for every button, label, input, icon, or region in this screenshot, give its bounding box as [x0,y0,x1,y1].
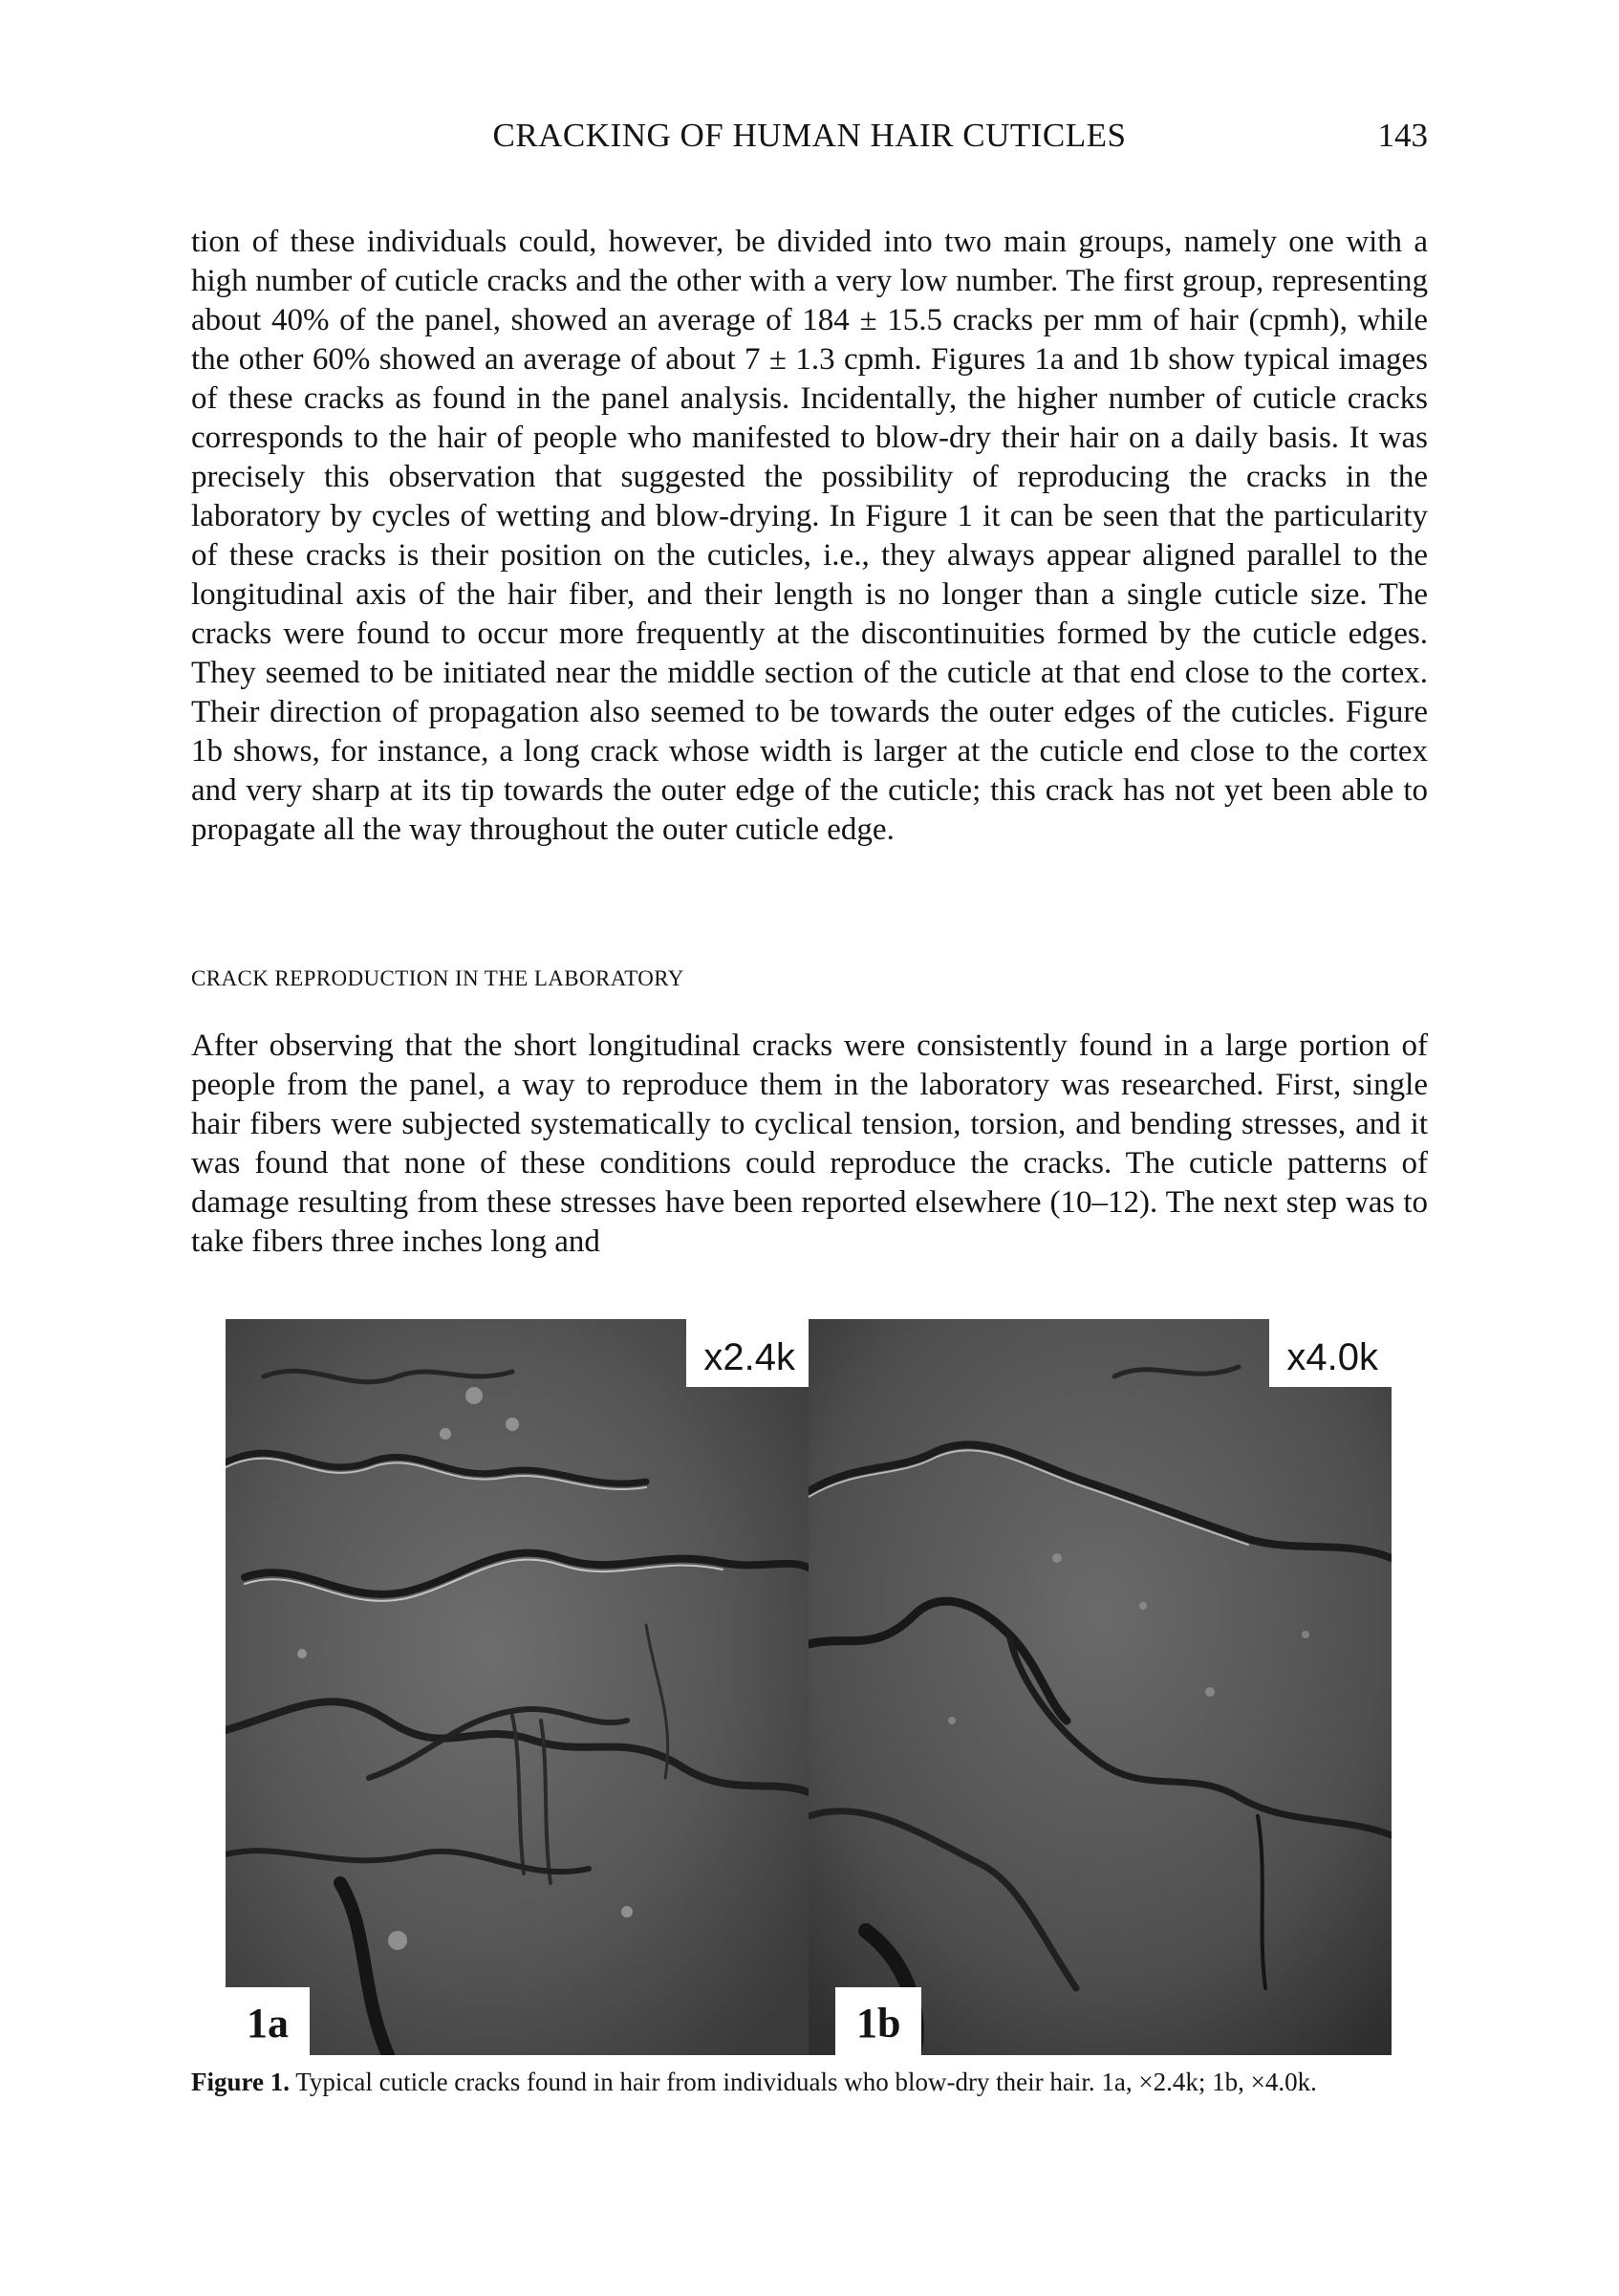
page-number: 143 [1377,117,1428,154]
page-header [191,117,1428,164]
caption-text: Typical cuticle cracks found in hair from individuals who blow-dry their hair. 1a, ×2.4k; 1b, ×4.0k. [295,2068,1317,2096]
micrograph-1b [809,1319,1392,2055]
body-paragraph-1: tion of these individuals could, however, be divided into two main groups, namely one with a high number of cuticle cracks and the other with a very low number. The first group, representing about 40% of the panel, showed an average of 184 ± 15.5 cracks per mm of hair (cpmh), while the other 60% showed an average of about 7 ± 1.3 cpmh. Figures 1a and 1b show typical images of these cracks as found in the panel analysis. Incidentally, the higher number of cuticle cracks corresponds to the hair of people who manifested to blow-dry their hair on a daily basis. It was precisely this observation that suggested the possibility of reproducing the cracks in the laboratory by cycles of wetting and blow-drying. In Figure 1 it can be seen that the particularity of these cracks is their position on the cuticles, i.e., they always appear aligned parallel to the longitudinal axis of the hair fiber, and their length is no longer than a single cuticle size. The cracks were found to occur more frequently at the discontinuities formed by the cuticle edges. They seemed to be initiated near the middle section of the cuticle at that end close to the cortex. Their direction of propagation also seemed to be towards the outer edges of the cuticles. Figure 1b shows, for instance, a long crack whose width is larger at the cuticle end close to the cortex and very sharp at its tip towards the outer edge of the cuticle; this crack has not yet been able to propagate all the way throughout the outer cuticle edge. [191,225,1428,847]
caption-label: Figure 1. [191,2068,290,2096]
micrograph-1b-image [809,1319,1392,2055]
figure-caption [191,2065,1428,2099]
micrograph-1a [226,1319,809,2055]
panel-label-1a: 1a [226,1987,310,2055]
figure-1 [191,1319,1428,2055]
micrograph-1a-image [226,1319,809,2055]
running-title: CRACKING OF HUMAN HAIR CUTICLES [492,117,1127,154]
body-paragraph-2: After observing that the short longitudinal cracks were consistently found in a large portion of people from the panel, a way to reproduce them in the laboratory was researched. First, single hair fibers were subjected systematically to cyclical tension, torsion, and bending stresses, and it was found that none of these conditions could reproduce the cracks. The cuticle patterns of damage resulting from these stresses have been reported elsewhere (10–12). The next step was to take fibers three inches long and [191,1029,1428,1259]
magnification-label-1b: x4.0k [1269,1319,1392,1387]
panel-label-1b: 1b [835,1987,921,2055]
section-heading: CRACK REPRODUCTION IN THE LABORATORY [191,966,684,990]
magnification-label-1a: x2.4k [686,1319,809,1387]
